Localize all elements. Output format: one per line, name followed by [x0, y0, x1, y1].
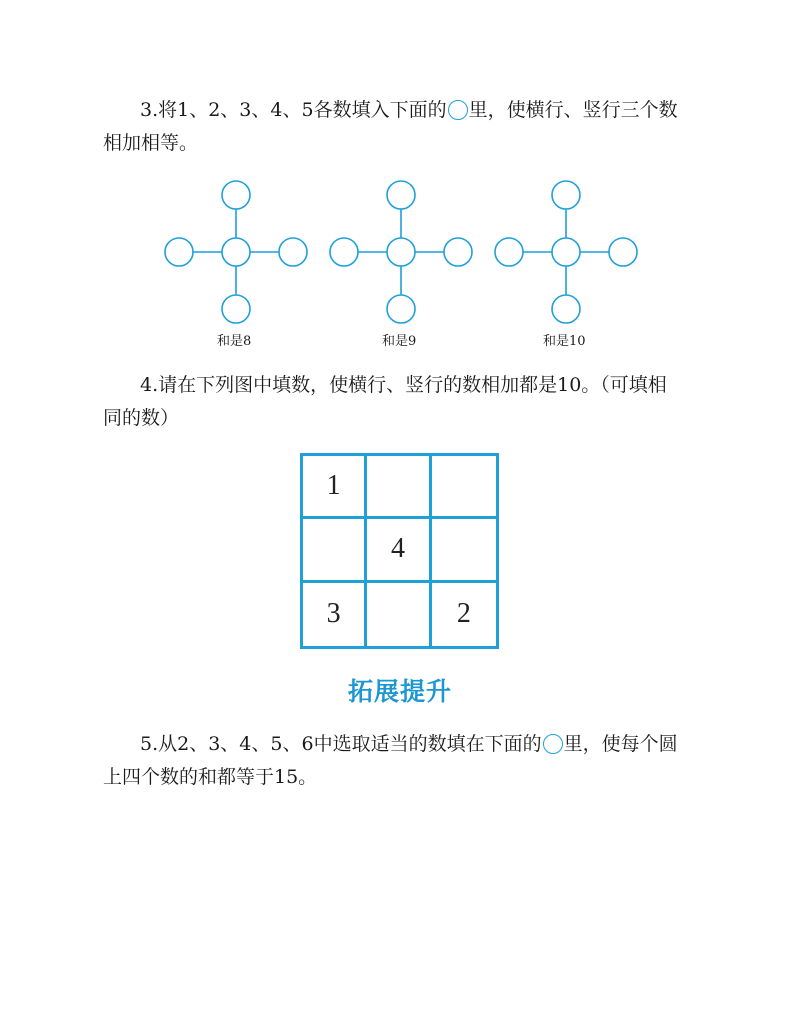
grid-cell[interactable] — [432, 519, 496, 582]
blank-circle-right[interactable] — [279, 238, 307, 266]
cross-diagram-1 — [165, 181, 307, 323]
blank-circle-left[interactable] — [330, 238, 358, 266]
cross-diagram-3 — [495, 181, 637, 323]
blank-circle-right[interactable] — [444, 238, 472, 266]
cross-label-sum-10: 和是10 — [543, 334, 586, 349]
blank-circle-left[interactable] — [495, 238, 523, 266]
grid-cell: 2 — [456, 598, 471, 630]
blank-circle-left[interactable] — [165, 238, 193, 266]
circle-symbol-icon — [543, 734, 563, 754]
question-4-line-1: 4.请在下列图中填数，使横行、竖行的数相加都是10。（可填相 — [140, 374, 667, 396]
question-5-text-b: 里，使每个圆 — [563, 733, 678, 755]
blank-circle-center[interactable] — [552, 238, 580, 266]
grid-cell: 3 — [303, 583, 367, 646]
question-3-line-2: 相加相等。 — [103, 132, 199, 154]
grid-cell[interactable] — [367, 583, 431, 646]
question-5-line-1 — [103, 728, 703, 761]
blank-circle-bottom[interactable] — [552, 295, 580, 323]
question-4-line-2: 同的数） — [103, 407, 180, 429]
blank-circle-top[interactable] — [387, 181, 415, 209]
question-3-text-a: 3.将1、2、3、4、5各数填入下面的 — [140, 99, 447, 121]
blank-circle-top[interactable] — [552, 181, 580, 209]
cross-diagram-2 — [330, 181, 472, 323]
blank-circle-center[interactable] — [387, 238, 415, 266]
grid-cell[interactable] — [432, 456, 496, 519]
blank-circle-center[interactable] — [222, 238, 250, 266]
number-grid — [300, 453, 499, 649]
section-heading: 拓展提升 — [347, 677, 452, 706]
cross-label-sum-9: 和是9 — [382, 334, 417, 349]
blank-circle-bottom[interactable] — [222, 295, 250, 323]
blank-circle-top[interactable] — [222, 181, 250, 209]
grid-cell: 4 — [367, 519, 431, 582]
cross-diagrams — [0, 0, 800, 330]
question-4 — [103, 369, 703, 435]
question-5-line-2: 上四个数的和都等于15。 — [103, 766, 318, 788]
question-5 — [103, 728, 703, 794]
grid-cell[interactable] — [367, 456, 431, 519]
blank-circle-bottom[interactable] — [387, 295, 415, 323]
grid-cell: 1 — [303, 456, 367, 519]
cross-label-sum-8: 和是8 — [217, 334, 252, 349]
grid-cell[interactable] — [303, 519, 367, 582]
blank-circle-right[interactable] — [609, 238, 637, 266]
question-3-text-b: 里，使横行、竖行三个数 — [468, 99, 678, 121]
question-5-text-a: 5.从2、3、4、5、6中选取适当的数填在下面的 — [140, 733, 542, 755]
